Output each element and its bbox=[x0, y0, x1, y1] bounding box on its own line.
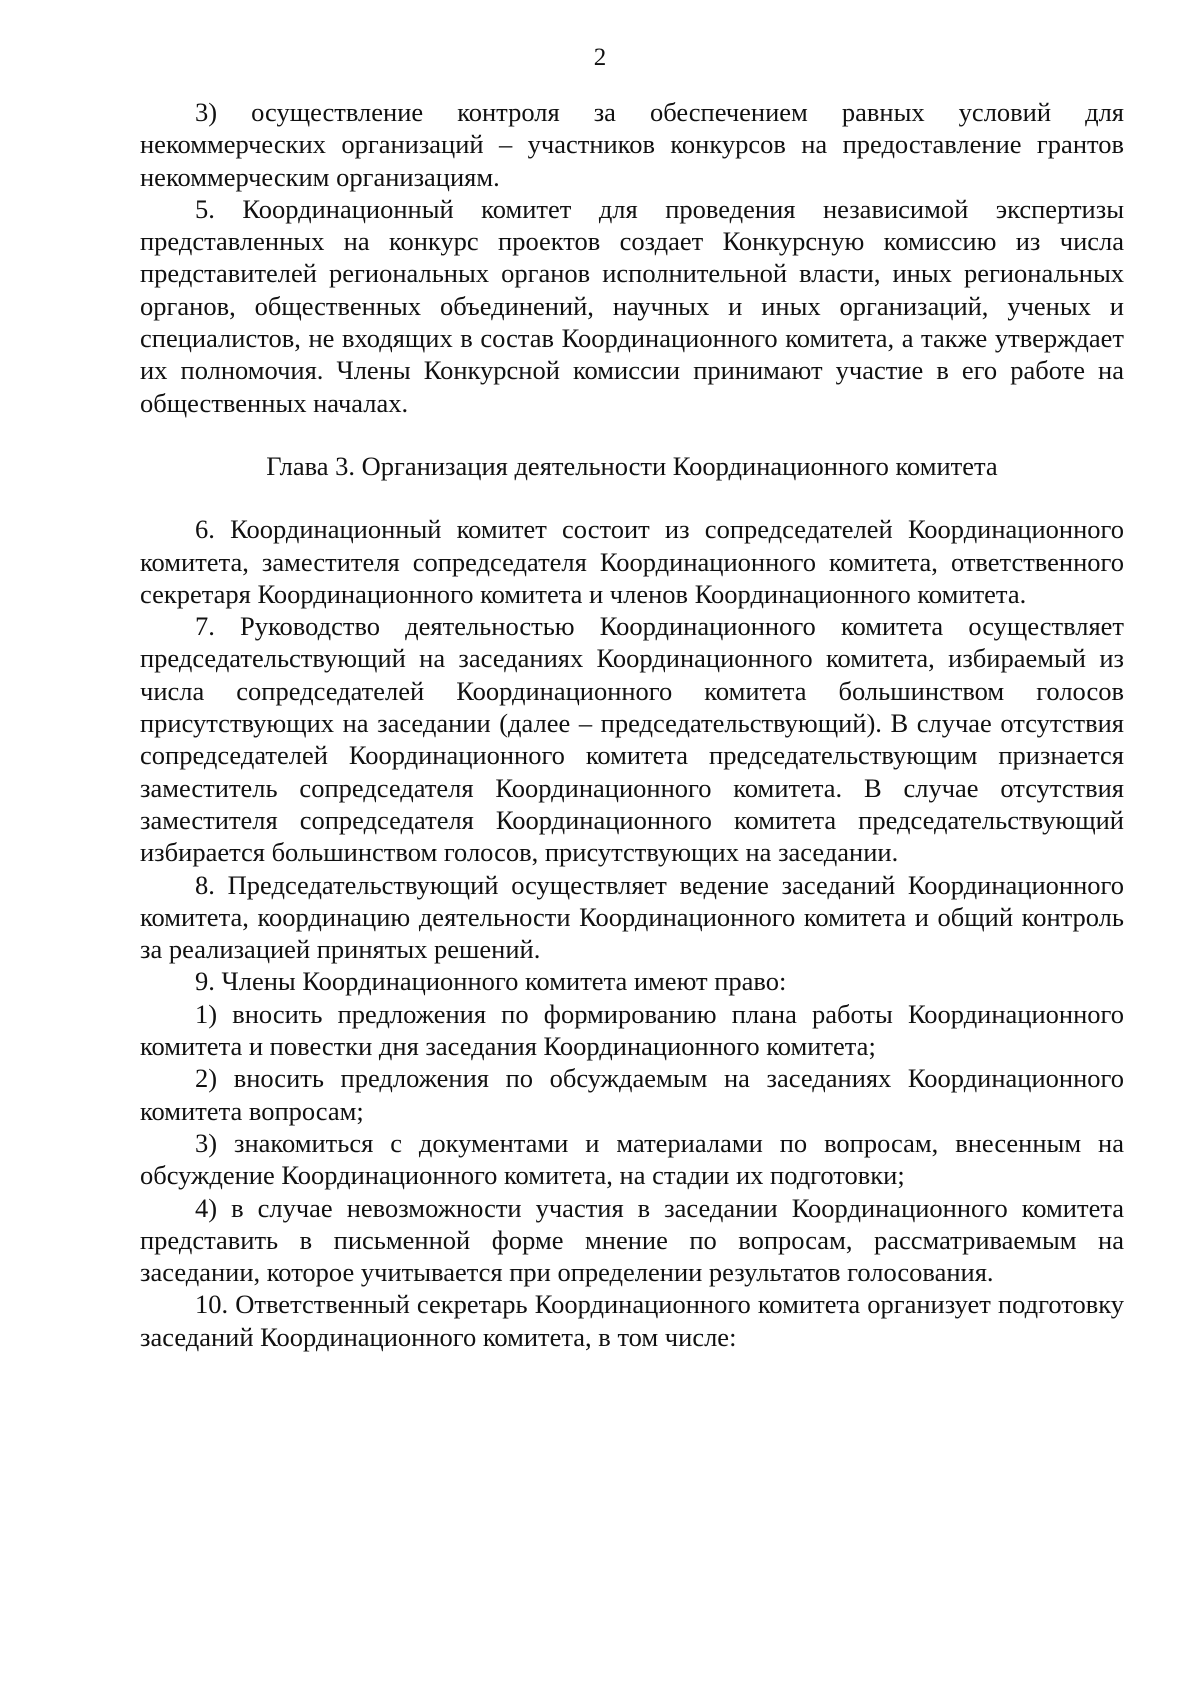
paragraph-clause-9: 9. Члены Координационного комитета имеют право: bbox=[195, 966, 787, 997]
paragraph-item-2: 2) вносить предложения по обсуждаемым на заседаниях Координационного комитета вопросам; bbox=[140, 1063, 1124, 1126]
paragraph-item-3-rights: 3) знакомиться с документами и материалами по вопросам, внесенным на обсуждение Координационного комитета, на стадии их подготовки; bbox=[140, 1127, 1124, 1191]
paragraph-clause-7: 7. Руководство деятельностью Координационного комитета осуществляет председательствующий на заседаниях Координационного комитета, избираемый из числа сопредседателей Координационного комитета большинством голосов присутствующих на заседании (далее – председательствующий). В случае отсутствия сопредседателей Координационного комитета председательствующим признается заместитель сопредседателя Координационного комитета. В случае отсутствия заместителя сопредседателя Координационного комитета председательствующий избирается большинством голосов, присутствующих на заседании. bbox=[140, 611, 1124, 868]
page-number: 2 bbox=[593, 44, 607, 71]
paragraph-clause-5: 5. Координационный комитет для проведения независимой экспертизы представленных на конкурс проектов создает Конкурсную комиссию из числа представителей региональных органов исполнительной власти, иных региональных органов, общественных объединений, научных и иных организаций, ученых и специалистов, не входящих в состав Координационного комитета, а также утверждает их полномочия. Члены Конкурсной комиссии принимают участие в его работе на общественных началах. bbox=[140, 193, 1124, 418]
paragraph-item-4: 4) в случае невозможности участия в заседании Координационного комитета представить в письменной форме мнение по вопросам, рассматриваемым на заседании, которое учитывается при определении результатов голосования. bbox=[140, 1192, 1124, 1288]
paragraph-clause-10: 10. Ответственный секретарь Координационного комитета организует подготовку заседаний Координационного комитета, в том числе: bbox=[140, 1289, 1124, 1352]
paragraph-item-1: 1) вносить предложения по формированию плана работы Координационного комитета и повестки дня заседания Координационного комитета; bbox=[140, 998, 1124, 1062]
document-body bbox=[140, 96, 1124, 1353]
paragraph-clause-8: 8. Председательствующий осуществляет ведение заседаний Координационного комитета, координацию деятельности Координационного комитета и общий контроль за реализацией принятых решений. bbox=[140, 869, 1124, 965]
paragraph-item-3: 3) осуществление контроля за обеспечением равных условий для некоммерческих организаций – участников конкурсов на предоставление грантов некоммерческим организациям. bbox=[140, 97, 1124, 192]
paragraph-clause-6: 6. Координационный комитет состоит из сопредседателей Координационного комитета, заместителя сопредседателя Координационного комитета, ответственного секретаря Координационного комитета и членов Координационного комитета. bbox=[140, 514, 1124, 609]
chapter-heading: Глава 3. Организация деятельности Координационного комитета bbox=[266, 450, 998, 481]
